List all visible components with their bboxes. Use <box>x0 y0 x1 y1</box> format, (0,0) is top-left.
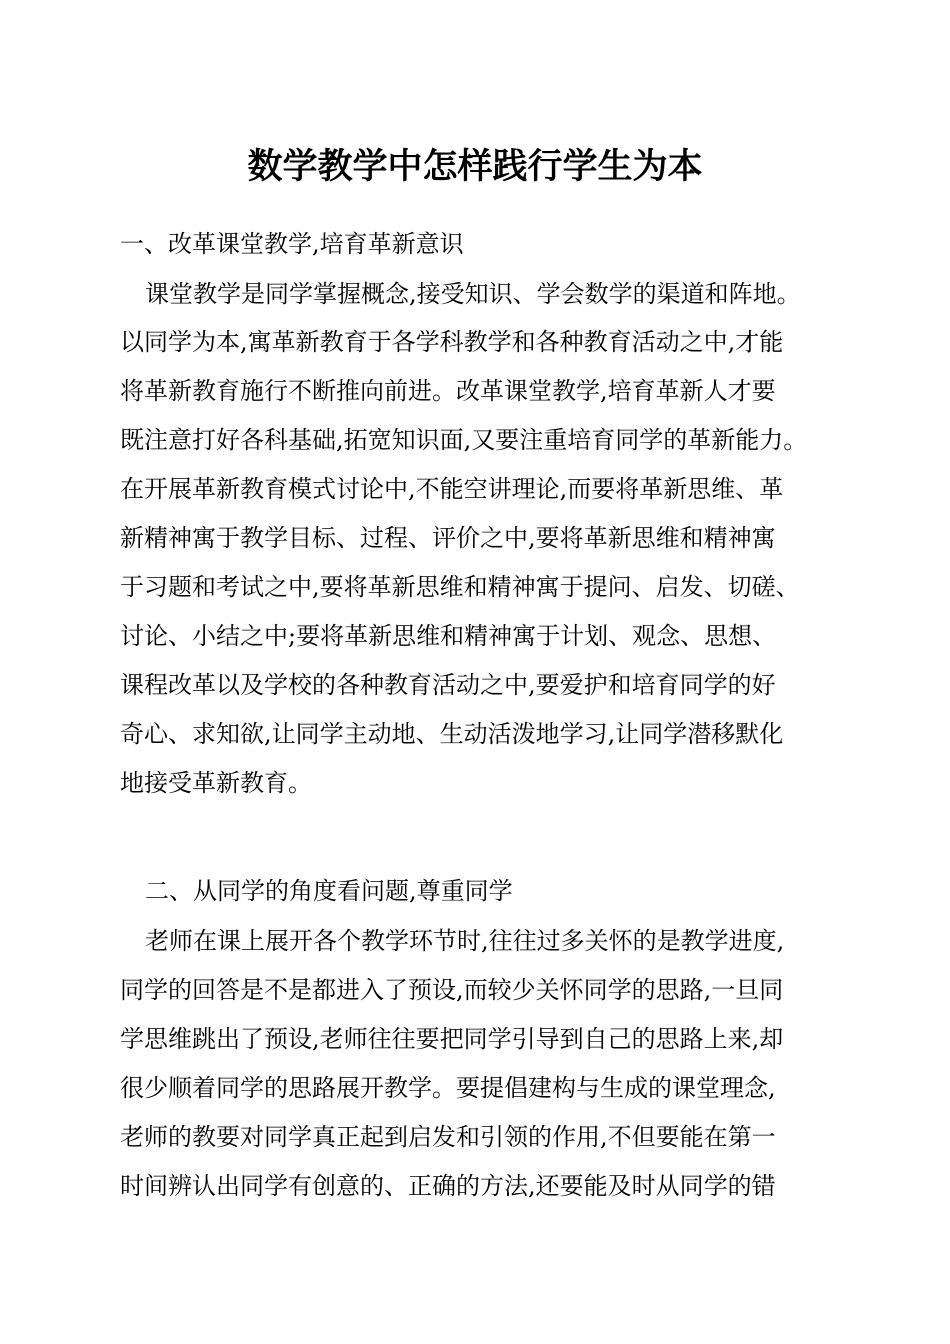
paragraph-line: 老师的教要对同学真正起到启发和引领的作用,不但要能在第一 <box>120 1123 776 1151</box>
paragraph-line: 讨论、小结之中;要将革新思维和精神寓于计划、观念、思想、 <box>120 622 777 650</box>
paragraph-line: 于习题和考试之中,要将革新思维和精神寓于提问、启发、切磋、 <box>120 573 800 601</box>
paragraph-line: 老师在课上展开各个教学环节时,往往过多关怀的是教学进度, <box>145 927 785 955</box>
section2-heading: 二、从同学的角度看问题,尊重同学 <box>145 877 513 905</box>
section1-heading: 一、改革课堂教学,培育革新意识 <box>120 230 464 258</box>
paragraph-line: 地接受革新教育。 <box>120 769 312 797</box>
paragraph-line: 同学的回答是不是都进入了预设,而较少关怀同学的思路,一旦同 <box>120 976 784 1004</box>
document-title: 数学教学中怎样践行学生为本 <box>247 147 703 187</box>
paragraph-line: 课堂教学是同学掌握概念,接受知识、学会数学的渠道和阵地。 <box>145 280 801 308</box>
paragraph-line: 课程改革以及学校的各种教育活动之中,要爱护和培育同学的好 <box>120 671 776 699</box>
paragraph-line: 以同学为本,寓革新教育于各学科教学和各种教育活动之中,才能 <box>120 328 784 356</box>
paragraph-line: 时间辨认出同学有创意的、正确的方法,还要能及时从同学的错 <box>120 1172 776 1200</box>
paragraph-line: 既注意打好各科基础,拓宽知识面,又要注重培育同学的革新能力。 <box>120 426 808 454</box>
paragraph-line: 将革新教育施行不断推向前进。改革课堂教学,培育革新人才要 <box>120 377 776 405</box>
paragraph-line: 学思维跳出了预设,老师往往要把同学引导到自己的思路上来,却 <box>120 1025 784 1053</box>
paragraph-line: 很少顺着同学的思路展开教学。要提倡建构与生成的课堂理念, <box>120 1074 776 1102</box>
paragraph-line: 奇心、求知欲,让同学主动地、生动活泼地学习,让同学潜移默化 <box>120 720 784 748</box>
paragraph-line: 新精神寓于教学目标、过程、评价之中,要将革新思维和精神寓 <box>120 524 776 552</box>
paragraph-line: 在开展革新教育模式讨论中,不能空讲理论,而要将革新思维、革 <box>120 475 784 503</box>
